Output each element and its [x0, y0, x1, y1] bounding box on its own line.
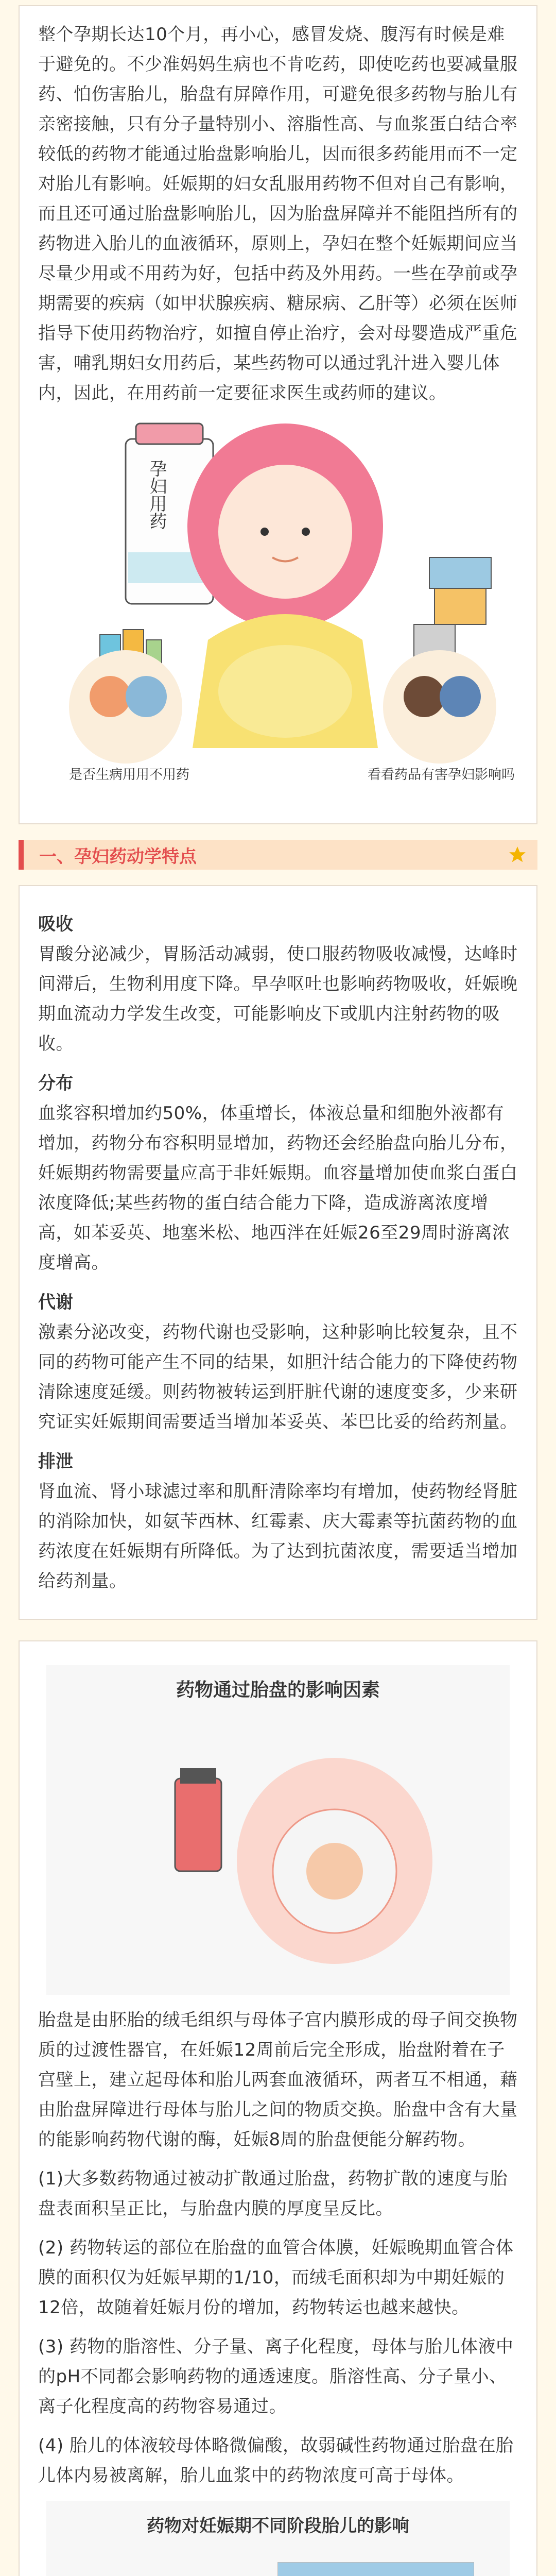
pill-bottle-icon — [175, 1768, 221, 1871]
absorption-heading: 吸收 — [38, 914, 73, 935]
consult-scene-left — [69, 650, 182, 764]
excretion-text: 肾血流、肾小球滤过率和肌酐清除率均有增加，使药物经肾脏的消除加快，如氨苄西林、红霉素、庆大霉素等抗菌药物的血药浓度在妊娠期有所降低。为了达到抗菌浓度，需要适当增加给药剂量。 — [38, 1481, 518, 1591]
factor-point-4: (4) 胎儿的体液较母体略微偏酸，故弱碱性药物通过胎盘在胎儿体内易被离解，胎儿血浆中的药物浓度可高于母体。 — [38, 2435, 514, 2486]
pregnant-belly-icon — [237, 1758, 432, 1964]
bottle-label: 孕妇用药 — [146, 460, 167, 530]
factor-point-1: (1)大多数药物通过被动扩散通过胎盘，药物扩散的速度与胎盘表面积呈正比，与胎盘内膜的厚度呈反比。 — [38, 2168, 508, 2219]
grade-table — [278, 2563, 474, 2576]
placenta-paragraph: 胎盘是由胚胎的绒毛组织与母体子宫内膜形成的母子间交换物质的过渡性器官，在妊娠12周前后完全形成，胎盘附着在子宫壁上，建立起母体和胎儿两套血液循环，两者互不相通，藉由胎盘屏障进行母体与胎儿之间的物质交换。胎盘中含有大量的能影响药物代谢的酶，妊娠8周的胎盘便能分解药物。 — [38, 2010, 518, 2150]
pregnant-woman-icon — [187, 423, 383, 748]
distribution-heading: 分布 — [38, 1073, 73, 1094]
metabolism-heading: 代谢 — [38, 1292, 73, 1313]
intro-illustration — [38, 418, 532, 800]
consult-scene-right — [383, 650, 496, 764]
intro-paragraph: 整个孕期长达10个月，再小心，感冒发烧、腹泻有时候是难于避免的。不少准妈妈生病也不肯吃药，即使吃药也要减量服药、怕伤害胎儿，胎盘有屏障作用，可避免很多药物与胎儿有亲密接触，只有分子量特别小、溶脂性高、与血浆蛋白结合率较低的药物才能通过胎盘影响胎儿，因而很多药能用而不一定对胎儿有影响。妊娠期的妇女乱服用药物不但对自己有影响，而且还可通过胎盘影响胎儿，因为胎盘屏障并不能阻挡所有的药物进入胎儿的血液循环，原则上，孕妇在整个妊娠期间应当尽量少用或不用药为好，包括中药及外用药。一些在孕前或孕期需要的疾病（如甲状腺疾病、糖尿病、乙肝等）必须在医师指导下使用药物治疗，如擅自停止治疗，会对母婴造成严重危害，哺乳期妇女用药后，某些药物可以通过乳汁进入婴儿体内，因此，在用药前一定要征求医生或药师的建议。 — [38, 24, 518, 403]
placenta-figure-title: 药物通过胎盘的影响因素 — [176, 1680, 380, 1701]
metabolism-text: 激素分泌改变，药物代谢也受影响，这种影响比较复杂，且不同的药物可能产生不同的结果，如胆汁结合能力的下降使药物清除速度延缓。则药物被转运到肝脏代谢的速度变多，少来研究证实妊娠期间需要适当增加苯妥英、苯巴比妥的给药剂量。 — [38, 1322, 518, 1432]
factor-point-2: (2) 药物转运的部位在胎盘的血管合体膜，妊娠晚期血管合体膜的面积仅为妊娠早期的1/10，而绒毛面积却为中期妊娠的12倍，故随着妊娠月份的增加，药物转运也越来越快。 — [38, 2238, 514, 2318]
absorption-text: 胃酸分泌减少，胃肠活动减弱，使口服药物吸收减慢，达峰时间滞后，生物利用度下降。早孕呕吐也影响药物吸收，妊娠晚期血流动力学发生改变，可能影响皮下或肌内注射药物的吸收。 — [38, 944, 518, 1054]
left-caption: 是否生病用用不用药 — [69, 767, 190, 783]
section2-card — [19, 1640, 537, 2576]
distribution-text: 血浆容积增加约50%，体重增长，体液总量和细胞外液都有增加，药物分布容积明显增加，药物还会经胎盘向胎儿分布，妊娠期药物需要量应高于非妊娠期。血容量增加使血浆白蛋白浓度降低;某些药物的蛋白结合能力下降，造成游离浓度增高，如苯妥英、地塞米松、地西泮在妊娠26至29周时游离浓度增高。 — [38, 1103, 518, 1273]
right-caption: 看看药品有害孕妇影响吗 — [368, 767, 515, 783]
section1-title: 一、孕妇药动学特点 — [19, 840, 537, 870]
factor-point-3: (3) 药物的脂溶性、分子量、离子化程度，母体与胎儿体液中的pH不同都会影响药物的通透速度。脂溶性高、分子量小、离子化程度高的药物容易通过。 — [38, 2336, 514, 2417]
star-icon — [508, 845, 527, 865]
article-page — [0, 5, 556, 2576]
stage-figure-title: 药物对妊娠期不同阶段胎儿的影响 — [147, 2516, 409, 2536]
excretion-heading: 排泄 — [38, 1451, 73, 1472]
section1-card — [19, 885, 537, 1620]
placenta-figure — [46, 1665, 510, 1995]
intro-card — [19, 5, 537, 824]
stage-effects-figure — [46, 2501, 510, 2576]
